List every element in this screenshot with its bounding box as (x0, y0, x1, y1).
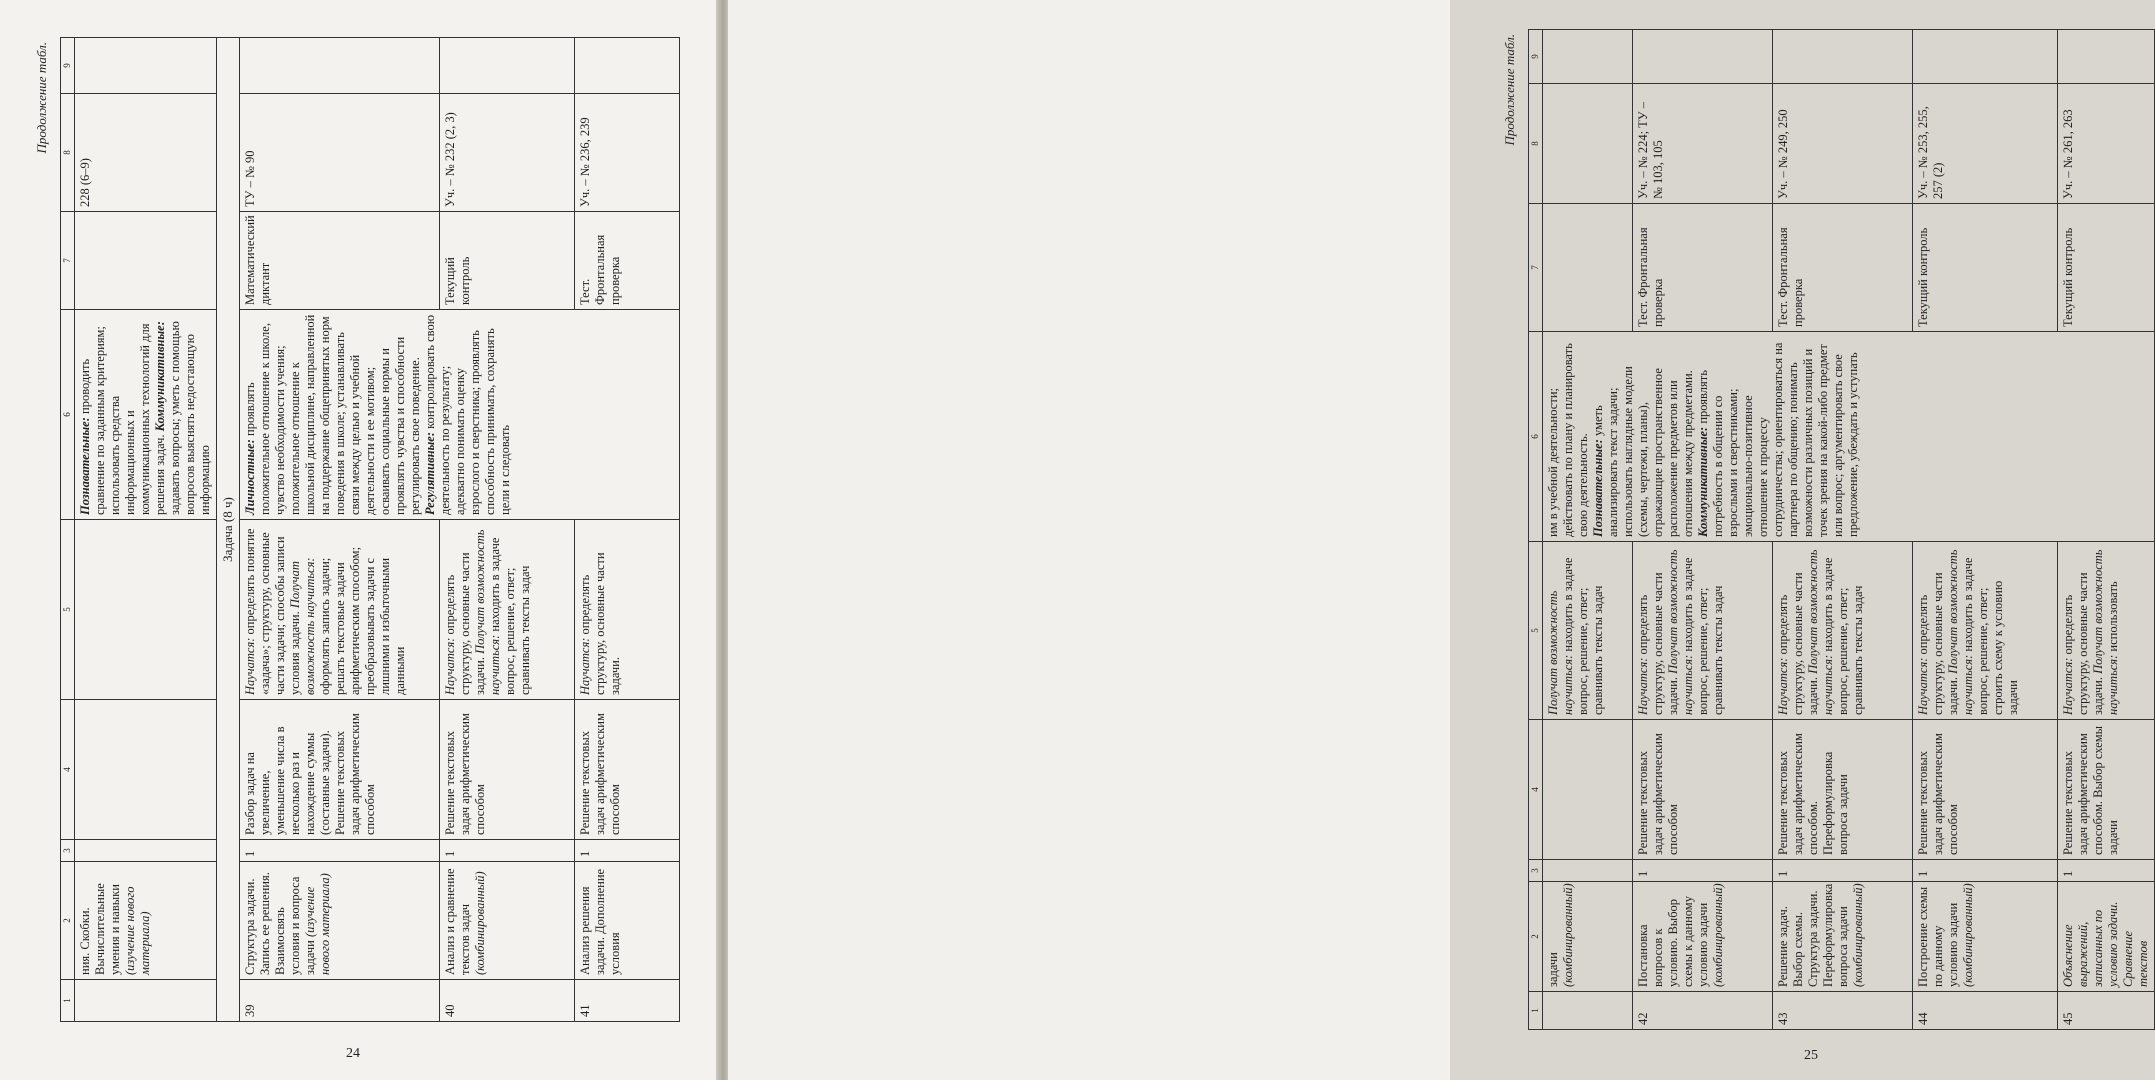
cell-control: Текущий контроль (1912, 204, 2057, 332)
cell-date (1542, 30, 1632, 84)
col-number: 8 (61, 94, 75, 212)
cell-results: Научатся: определять структуру, основные части задачи. Получат возможность научиться: находить в задаче вопрос, решение, ответ; сравнивать тексты задач (439, 520, 574, 700)
cell-homework: Уч. – № 249, 250 (1772, 84, 1912, 204)
cell-date (239, 38, 439, 94)
right-rotated-table-wrap (1502, 30, 2150, 1030)
cell-results: Научатся: определять структуру, основные части задачи. Получат возможность научиться: находить в задаче вопрос, решение, ответ; сравнивать тексты задач (1632, 542, 1772, 720)
cell-topic: Решение задач. Выбор схемы. Структура задачи. Переформулировка вопроса задачи (комбинированный) (1772, 882, 1912, 992)
col-number: 4 (61, 700, 75, 840)
cell-topic: Постановка вопросов к условию. Выбор схемы к данному условию задачи (комбинированный) (1632, 882, 1772, 992)
col-number: 5 (1529, 542, 1543, 720)
cell-results: Научатся: определять структуру, основные части задачи. Получат возможность научиться: находить в задаче вопрос, решение, ответ; сравнивать тексты задач (1772, 542, 1912, 720)
table-row (239, 38, 439, 1022)
cell-uud: Познавательные: проводить сравнение по заданным критериям; использовать средства информационных и коммуникационных технологий для решения задач. Коммуникативные: задавать вопросы; уметь с помощью вопросов выяснять недостающую информацию (74, 310, 216, 520)
column-number-row (61, 38, 75, 1022)
cell-date (74, 38, 216, 94)
cell-homework: Уч. – № 261, 263 (2057, 84, 2154, 204)
cell-content: Решение текстовых задач арифметическим способом. Выбор схемы задачи (2057, 720, 2154, 860)
cell-control: Текущий контроль (439, 212, 574, 310)
cell-num: 45 (2057, 992, 2154, 1030)
col-number: 6 (1529, 332, 1543, 542)
cell-date (2057, 30, 2154, 84)
cell-hours: 1 (1632, 860, 1772, 882)
cell-homework: Уч. – № 253, 255, 257 (2) (1912, 84, 2057, 204)
col-number: 5 (61, 520, 75, 700)
right-page (728, 0, 2150, 1080)
cell-topic: Структура задачи. Запись ее решения. Взаимосвязь условия и вопроса задачи (изучение нового материала) (239, 862, 439, 980)
cell-control (1542, 204, 1632, 332)
cell-content (74, 700, 216, 840)
cell-control: Математический диктант (239, 212, 439, 310)
cell-date (439, 38, 574, 94)
cell-topic: Построение схемы по данному условию задачи (комбинированный) (1912, 882, 2057, 992)
cell-hours (74, 840, 216, 862)
cell-content: Разбор задач на увеличение, уменьшение числа в несколько раз и нахождение суммы (составные задачи). Решение текстовых задач арифметическим способом (239, 700, 439, 840)
table-row (439, 38, 574, 1022)
cell-topic: Анализ и сравнение текстов задач (комбинированный) (439, 862, 574, 980)
cell-results: Получат возможность научиться: находить в задаче вопрос, решение, ответ; сравнивать тексты задач (1542, 542, 1632, 720)
cell-content: Решение текстовых задач арифметическим способом (439, 700, 574, 840)
cell-hours: 1 (1912, 860, 2057, 882)
cell-topic: Объяснение выражений, записанных по условию задачи. Сравнение текстов (2057, 882, 2154, 992)
cell-control (74, 212, 216, 310)
cell-homework: 228 (6–9) (74, 94, 216, 212)
column-number-row (1529, 30, 1543, 1030)
cell-num: 39 (239, 980, 439, 1022)
cell-control: Текущий контроль (2057, 204, 2154, 332)
cell-content: Решение текстовых задач арифметическим способом (574, 700, 679, 840)
col-number: 9 (1529, 30, 1543, 84)
cell-topic: Анализ решения задачи. Дополнение условия (574, 862, 679, 980)
col-number: 6 (61, 310, 75, 520)
cell-homework: ТУ – № 90 (239, 94, 439, 212)
cell-hours: 1 (1772, 860, 1912, 882)
right-table (1528, 29, 2155, 1030)
cell-hours: 1 (2057, 860, 2154, 882)
cell-content: Решение текстовых задач арифметическим способом. Переформулировка вопроса задачи (1772, 720, 1912, 860)
col-number: 3 (1529, 860, 1543, 882)
cell-date (574, 38, 679, 94)
col-number: 3 (61, 840, 75, 862)
col-number: 2 (1529, 882, 1543, 992)
cell-num (1542, 992, 1632, 1030)
cell-uud: им в учебной деятельности; действовать по плану и планировать свою деятельность. Познавательные: уметь анализировать текст задачи; использовать наглядные модели (схемы, чертежи, планы), отражающие пространственное расположение предметов или отношения между предметами. Коммуникативные: проявлять потребность в общении со взрослыми и сверстниками; эмоционально-позитивное отношение к процессу сотрудничества; ориентироваться на партнера по общению; понимать возможности различных позиций и точек зрения на какой-либо предмет или вопрос; аргументировать свое предложение, убеждать и уступать (1542, 332, 2154, 542)
cell-results: Научатся: определять понятие «задача»; структуру, основные части задачи; способы записи условия задачи. Получат возможность научиться: оформлять запись задачи; решать текстовые задачи арифметическим способом; преобразовывать задачи с лишними и избыточными данными (239, 520, 439, 700)
col-number: 1 (61, 980, 75, 1022)
cell-uud: Личностные: проявлять положительное отношение к школе, чувство необходимости учения; положительное отношение к школьной дисциплине, направленной на поддержание общепринятых норм поведения в школе; устанавливать связи между целью и учебной деятельности и ее мотивом; осваивать социальные нормы и проявлять чувства и способности регулировать свое поведение. Регулятивные: контролировать свою деятельность по результату; адекватно понимать оценку взрослого и сверстника; проявлять способность принимать, сохранять цели и следовать (239, 310, 679, 520)
cell-results: Научатся: определять структуру, основные части задачи. Получат возможность научиться: находить в задаче вопрос, решение, ответ; строить схему к условию задачи (1912, 542, 2057, 720)
left-table (60, 37, 680, 1022)
left-rotated-table-wrap (34, 38, 680, 1022)
cell-control: Тест. Фронтальная проверка (574, 212, 679, 310)
cell-homework: Уч. – № 224; ТУ – № 103, 105 (1632, 84, 1772, 204)
cell-num: 40 (439, 980, 574, 1022)
cell-control: Тест. Фронтальная проверка (1772, 204, 1912, 332)
continuation-label: Продолжение табл. (1502, 34, 1517, 146)
cell-results: Научатся: определять структуру, основные части задачи. (574, 520, 679, 700)
section-row (216, 38, 239, 1022)
cell-content: Решение текстовых задач арифметическим способом (1912, 720, 2057, 860)
table-row (574, 38, 679, 1022)
cell-num (74, 980, 216, 1022)
cell-num: 41 (574, 980, 679, 1022)
cell-num: 44 (1912, 992, 2057, 1030)
cell-hours: 1 (574, 840, 679, 862)
col-number: 1 (1529, 992, 1543, 1030)
page-number: 24 (346, 1046, 360, 1061)
cell-results: Научатся: определять структуру, основные части задачи. Получат возможность научиться: использовать (2057, 542, 2154, 720)
table-row (1542, 30, 1632, 1030)
left-page (0, 0, 718, 1080)
cell-homework: Уч. – № 236, 239 (574, 94, 679, 212)
cell-control: Тест. Фронтальная проверка (1632, 204, 1772, 332)
cell-date (1912, 30, 2057, 84)
cell-topic: ния. Скобки. Вычислительные умения и навыки (изучение нового материала) (74, 862, 216, 980)
section-title: Задача (8 ч) (216, 38, 239, 1022)
cell-results (74, 520, 216, 700)
cell-hours (1542, 860, 1632, 882)
col-number: 7 (61, 212, 75, 310)
table-row (74, 38, 216, 1022)
col-number: 4 (1529, 720, 1543, 860)
col-number: 7 (1529, 204, 1543, 332)
col-number: 9 (61, 38, 75, 94)
cell-num: 43 (1772, 992, 1912, 1030)
cell-topic: задачи (комбинированный) (1542, 882, 1632, 992)
cell-date (1632, 30, 1772, 84)
page-number: 25 (1804, 1048, 1818, 1063)
cell-homework (1542, 84, 1632, 204)
cell-date (1772, 30, 1912, 84)
cell-hours: 1 (239, 840, 439, 862)
cell-content: Решение текстовых задач арифметическим способом (1632, 720, 1772, 860)
cell-num: 42 (1632, 992, 1772, 1030)
continuation-label: Продолжение табл. (34, 42, 49, 154)
cell-homework: Уч. – № 232 (2, 3) (439, 94, 574, 212)
col-number: 8 (1529, 84, 1543, 204)
cell-hours: 1 (439, 840, 574, 862)
col-number: 2 (61, 862, 75, 980)
cell-content (1542, 720, 1632, 860)
